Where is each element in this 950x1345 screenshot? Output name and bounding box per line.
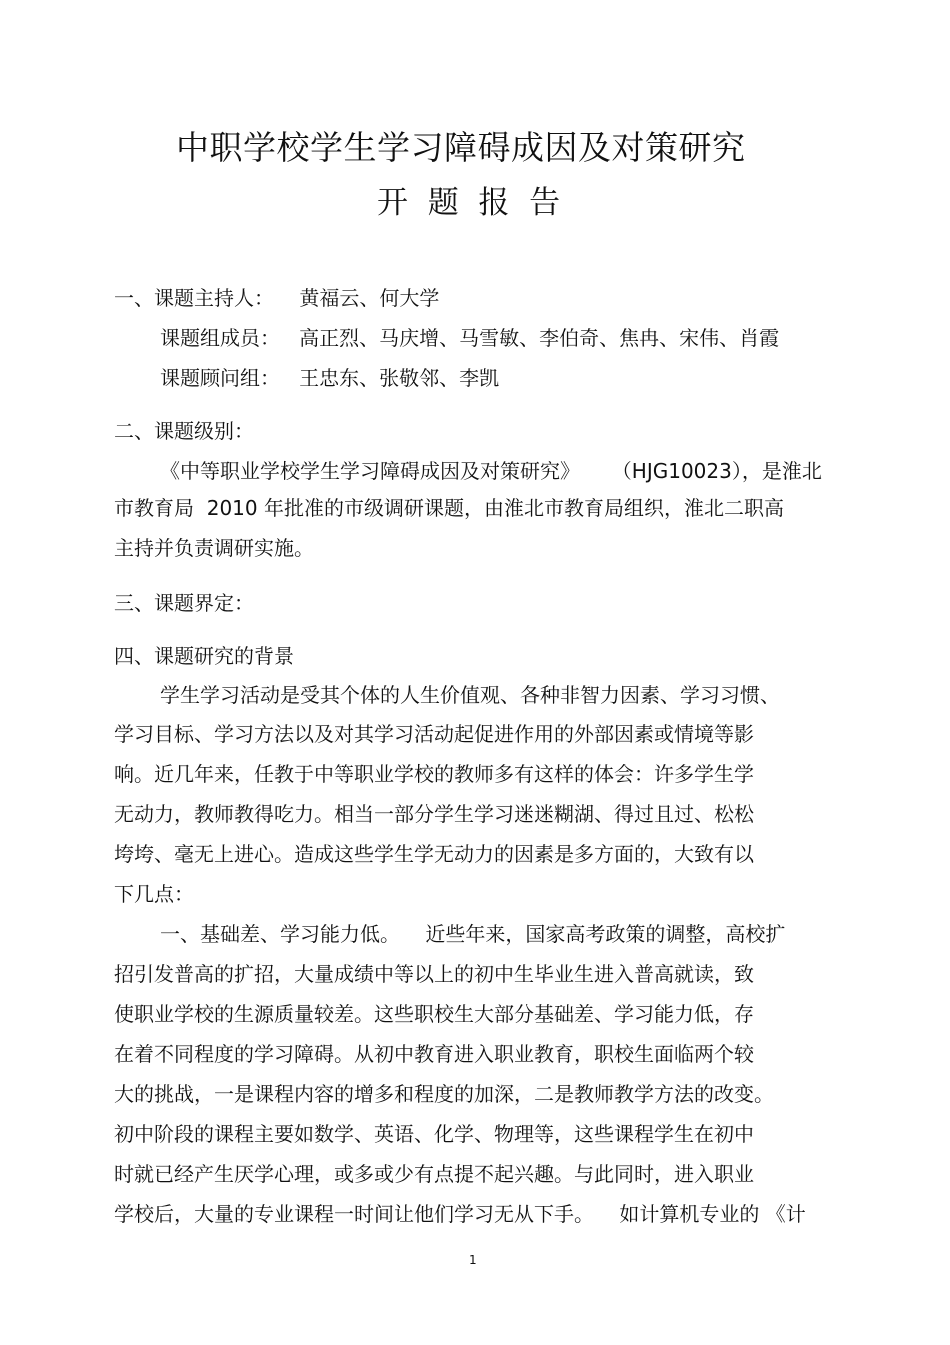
paragraph-line: 市教育局 2010 年批准的市级调研课题，由淮北市教育局组织，淮北二职高 [114, 496, 784, 520]
paragraph-line: 使职业学校的生源质量较差。这些职校生大部分基础差、学习能力低，存 [114, 1002, 754, 1026]
paragraph-line: 主持并负责调研实施。 [114, 536, 314, 560]
paragraph-line: 时就已经产生厌学心理，或多或少有点提不起兴趣。与此同时，进入职业 [114, 1162, 754, 1186]
paragraph-line: 初中阶段的课程主要如数学、英语、化学、物理等，这些课程学生在初中 [114, 1122, 754, 1146]
paragraph-line: 下几点： [114, 882, 194, 906]
paragraph-line: 一、基础差、学习能力低。 近些年来，国家高考政策的调整，高校扩 [160, 922, 786, 946]
host-line: 一、课题主持人： 黄福云、何大学 [114, 286, 440, 310]
section-heading: 三、课题界定： [114, 591, 254, 615]
paragraph-line: 学生学习活动是受其个体的人生价值观、各种非智力因素、学习习惯、 [160, 683, 780, 707]
section-heading: 二、课题级别： [114, 419, 254, 443]
page-number: 1 [469, 1253, 477, 1267]
members-line: 课题组成员： 高正烈、马庆增、马雪敏、李伯奇、焦冉、宋伟、肖霞 [160, 326, 780, 350]
paragraph-line: 响。近几年来，任教于中等职业学校的教师多有这样的体会：许多学生学 [114, 762, 754, 786]
paragraph-line: 大的挑战，一是课程内容的增多和程度的加深，二是教师教学方法的改变。 [114, 1082, 774, 1106]
paragraph-line: 学习目标、学习方法以及对其学习活动起促进作用的外部因素或情境等影 [114, 722, 754, 746]
section-heading: 四、课题研究的背景 [114, 644, 294, 668]
paragraph-line: 垮垮、毫无上进心。造成这些学生学无动力的因素是多方面的，大致有以 [114, 842, 754, 866]
document-title: 中职学校学生学习障碍成因及对策研究 [176, 128, 746, 167]
paragraph-line: 《中等职业学校学生学习障碍成因及对策研究》 （HJG10023），是淮北 [160, 459, 822, 483]
paragraph-line: 在着不同程度的学习障碍。从初中教育进入职业教育，职校生面临两个较 [114, 1042, 754, 1066]
paragraph-line: 招引发普高的扩招，大量成绩中等以上的初中生毕业生进入普高就读，致 [114, 962, 754, 986]
paragraph-line: 学校后，大量的专业课程一时间让他们学习无从下手。 如计算机专业的 《计 [114, 1202, 806, 1226]
paragraph-line: 无动力，教师教得吃力。相当一部分学生学习迷迷糊湖、得过且过、松松 [114, 802, 754, 826]
advisors-line: 课题顾问组： 王忠东、张敬邻、李凯 [160, 366, 500, 390]
document-subtitle: 开 题 报 告 [377, 185, 561, 221]
